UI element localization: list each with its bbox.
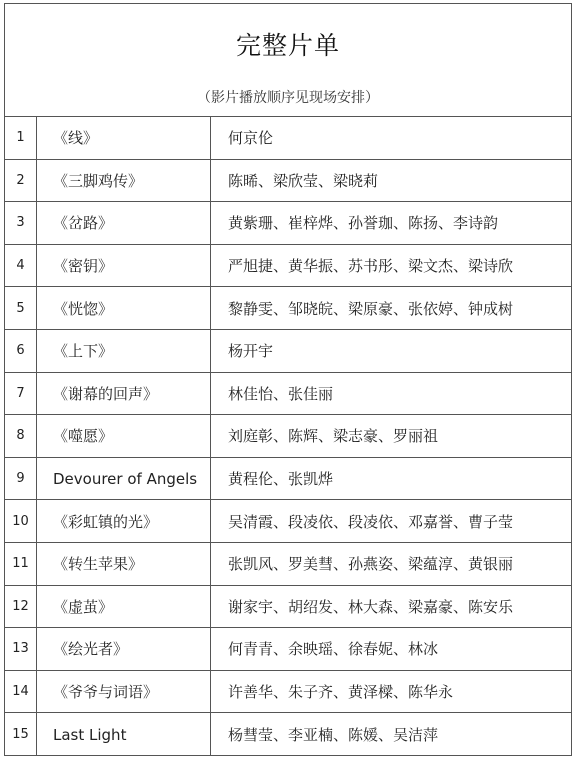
- row-number: 1: [5, 117, 37, 159]
- table-row: [5, 671, 571, 714]
- film-creators: 许善华、朱子齐、黄泽樑、陈华永: [228, 683, 454, 702]
- film-creators: 何京伦: [228, 129, 274, 148]
- film-title: 《上下》: [37, 330, 211, 372]
- row-number: 10: [5, 500, 37, 542]
- film-creators: 黄紫珊、崔梓烨、孙誉珈、陈扬、李诗韵: [228, 214, 499, 233]
- row-number: 13: [5, 628, 37, 670]
- film-creators: 陈晞、梁欣莹、梁晓莉: [228, 171, 379, 190]
- table-row: [5, 287, 571, 330]
- film-title: 《岔路》: [37, 202, 211, 244]
- film-creators: 杨开宇: [228, 342, 274, 361]
- row-number: 2: [5, 160, 37, 202]
- film-title: 《爷爷与词语》: [37, 671, 211, 713]
- film-creators: 林佳怡、张佳丽: [228, 384, 334, 403]
- row-number: 11: [5, 543, 37, 585]
- row-number: 4: [5, 245, 37, 287]
- table-header: [5, 4, 571, 117]
- table-row: [5, 117, 571, 160]
- film-title: 《噬愿》: [37, 415, 211, 457]
- table-row: [5, 202, 571, 245]
- film-creators: 黄程伦、张凯烨: [228, 470, 334, 489]
- row-number: 3: [5, 202, 37, 244]
- table-row: [5, 628, 571, 671]
- film-title: 《恍惚》: [37, 287, 211, 329]
- page-subtitle: （影片播放顺序见现场安排）: [197, 90, 379, 106]
- row-number: 5: [5, 287, 37, 329]
- table-row: [5, 500, 571, 543]
- page-title: 完整片单: [235, 31, 340, 60]
- row-number: 15: [5, 713, 37, 756]
- film-list-table: [4, 3, 572, 756]
- table-row: [5, 330, 571, 373]
- film-creators: 谢家宇、胡绍发、林大森、梁嘉豪、陈安乐: [228, 597, 514, 616]
- film-title: 《彩虹镇的光》: [37, 500, 211, 542]
- table-body: [5, 117, 571, 756]
- row-number: 8: [5, 415, 37, 457]
- film-creators: 黎静雯、邹晓皖、梁原豪、张依婷、钟成树: [228, 299, 514, 318]
- film-title: 《谢幕的回声》: [37, 373, 211, 415]
- film-title: 《转生苹果》: [37, 543, 211, 585]
- film-creators: 杨彗莹、李亚楠、陈媛、吴洁萍: [228, 726, 439, 745]
- row-number: 9: [5, 458, 37, 500]
- film-title: 《绘光者》: [37, 628, 211, 670]
- table-row: [5, 713, 571, 756]
- film-creators: 张凯风、罗美彗、孙燕姿、梁蕴淳、黄银丽: [228, 555, 514, 574]
- film-title: 《三脚鸡传》: [37, 160, 211, 202]
- film-title: Devourer of Angels: [37, 458, 211, 500]
- film-title: Last Light: [37, 713, 211, 756]
- film-title: 《虚茧》: [37, 586, 211, 628]
- table-row: [5, 543, 571, 586]
- film-creators: 严旭捷、黄华振、苏书彤、梁文杰、梁诗欣: [228, 257, 514, 276]
- film-creators: 何青青、余映瑶、徐春妮、林冰: [228, 640, 439, 659]
- row-number: 6: [5, 330, 37, 372]
- film-title: 《密钥》: [37, 245, 211, 287]
- table-row: [5, 458, 571, 501]
- table-row: [5, 415, 571, 458]
- table-row: [5, 160, 571, 203]
- row-number: 14: [5, 671, 37, 713]
- table-row: [5, 245, 571, 288]
- row-number: 7: [5, 373, 37, 415]
- table-row: [5, 586, 571, 629]
- film-creators: 刘庭彰、陈辉、梁志豪、罗丽祖: [228, 427, 439, 446]
- row-number: 12: [5, 586, 37, 628]
- film-creators: 吴清霞、段凌依、段凌依、邓嘉誉、曹子莹: [228, 512, 514, 531]
- table-row: [5, 373, 571, 416]
- film-title: 《线》: [37, 117, 211, 159]
